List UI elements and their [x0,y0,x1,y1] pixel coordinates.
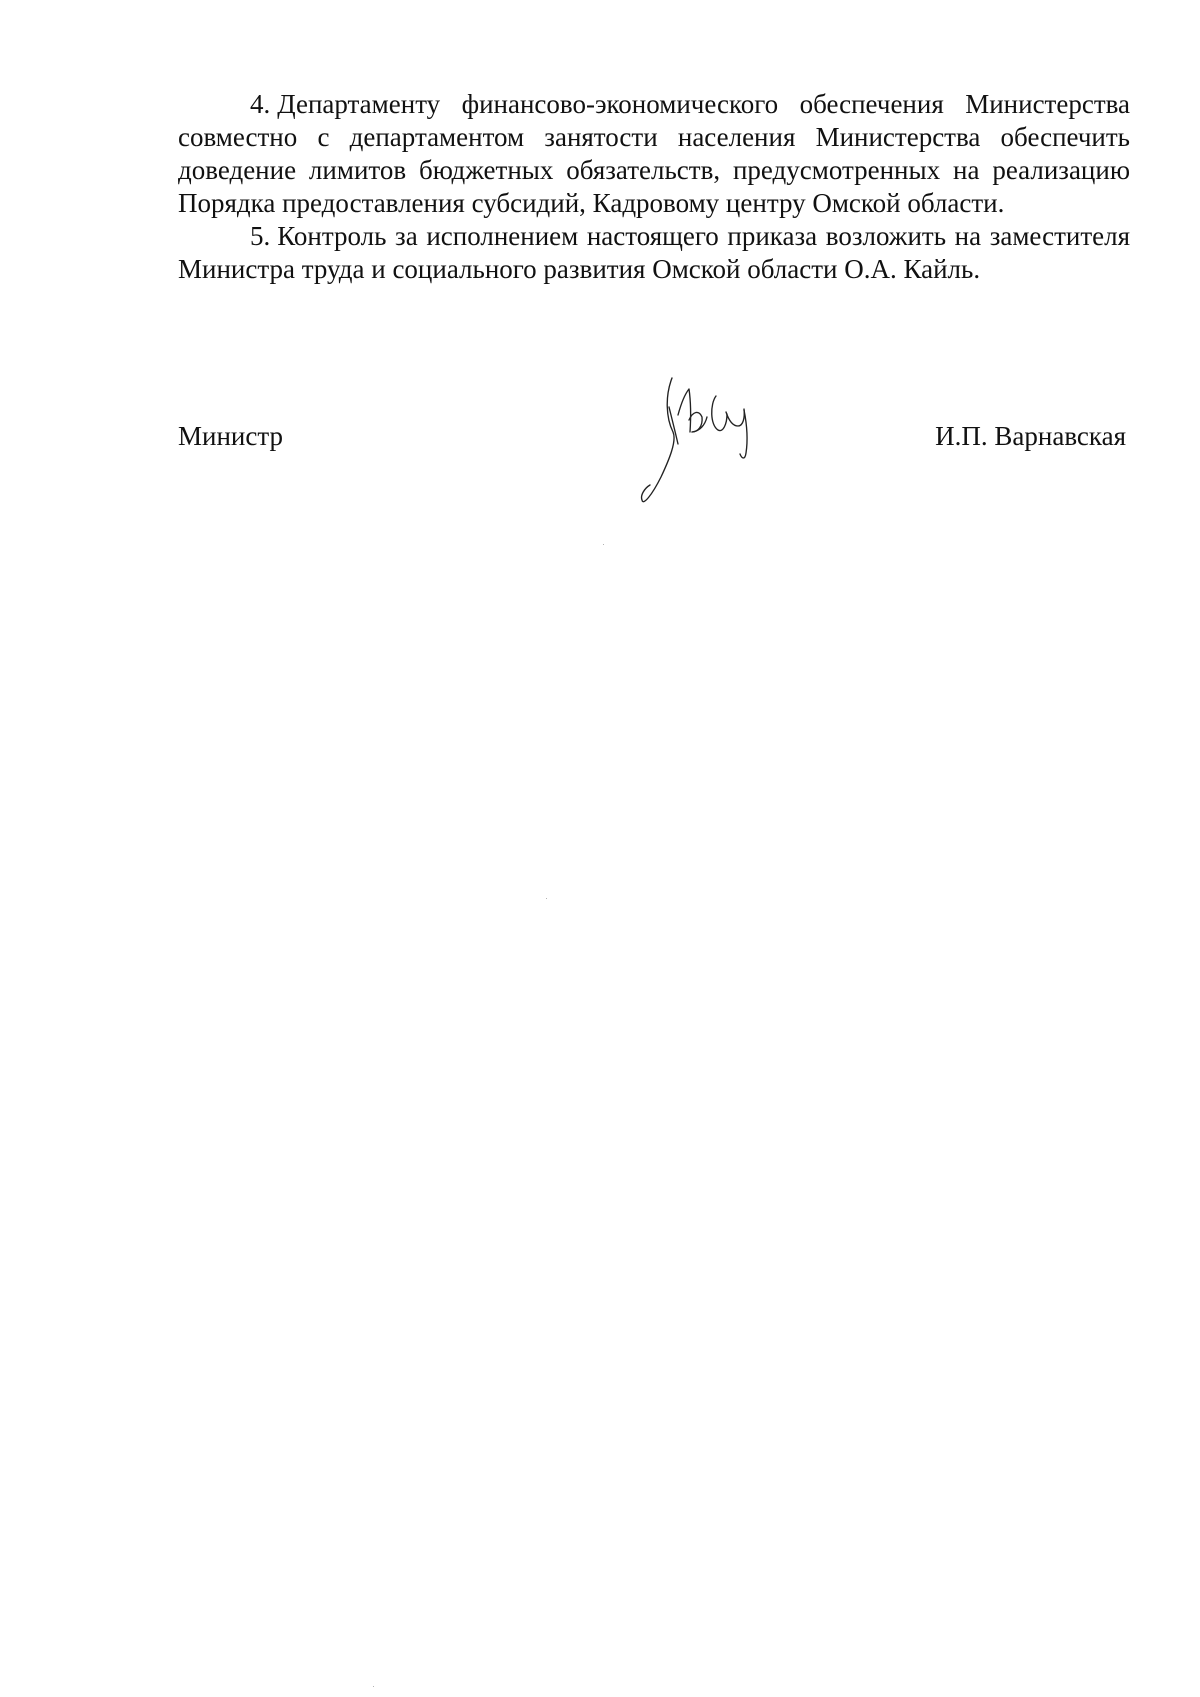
scan-speck [546,898,547,899]
paragraph-5 [178,220,1130,286]
scan-speck [373,1686,374,1687]
signer-name: И.П. Варнавская [935,421,1126,451]
handwritten-signature [630,374,800,509]
signer-title: Министр [178,421,283,451]
scan-speck [603,544,604,545]
paragraph-4 [178,88,1130,220]
paragraph-5-text: Контроль за исполнением настоящего приказа возложить на заместителя Министра труда и социального развития Омской области О.А. Кайль. [178,221,1130,284]
paragraph-4-text: Департаменту финансово-экономического обеспечения Министерства совместно с департаментом занятости населения Министерства обеспечить доведение лимитов бюджетных обязательств, предусмотренных на реализацию Порядка предоставления субсидий, Кадровому центру Омской области. [178,89,1130,218]
paragraph-5-number: 5. [250,221,271,251]
document-body [178,88,1130,286]
paragraph-4-number: 4. [250,89,271,119]
